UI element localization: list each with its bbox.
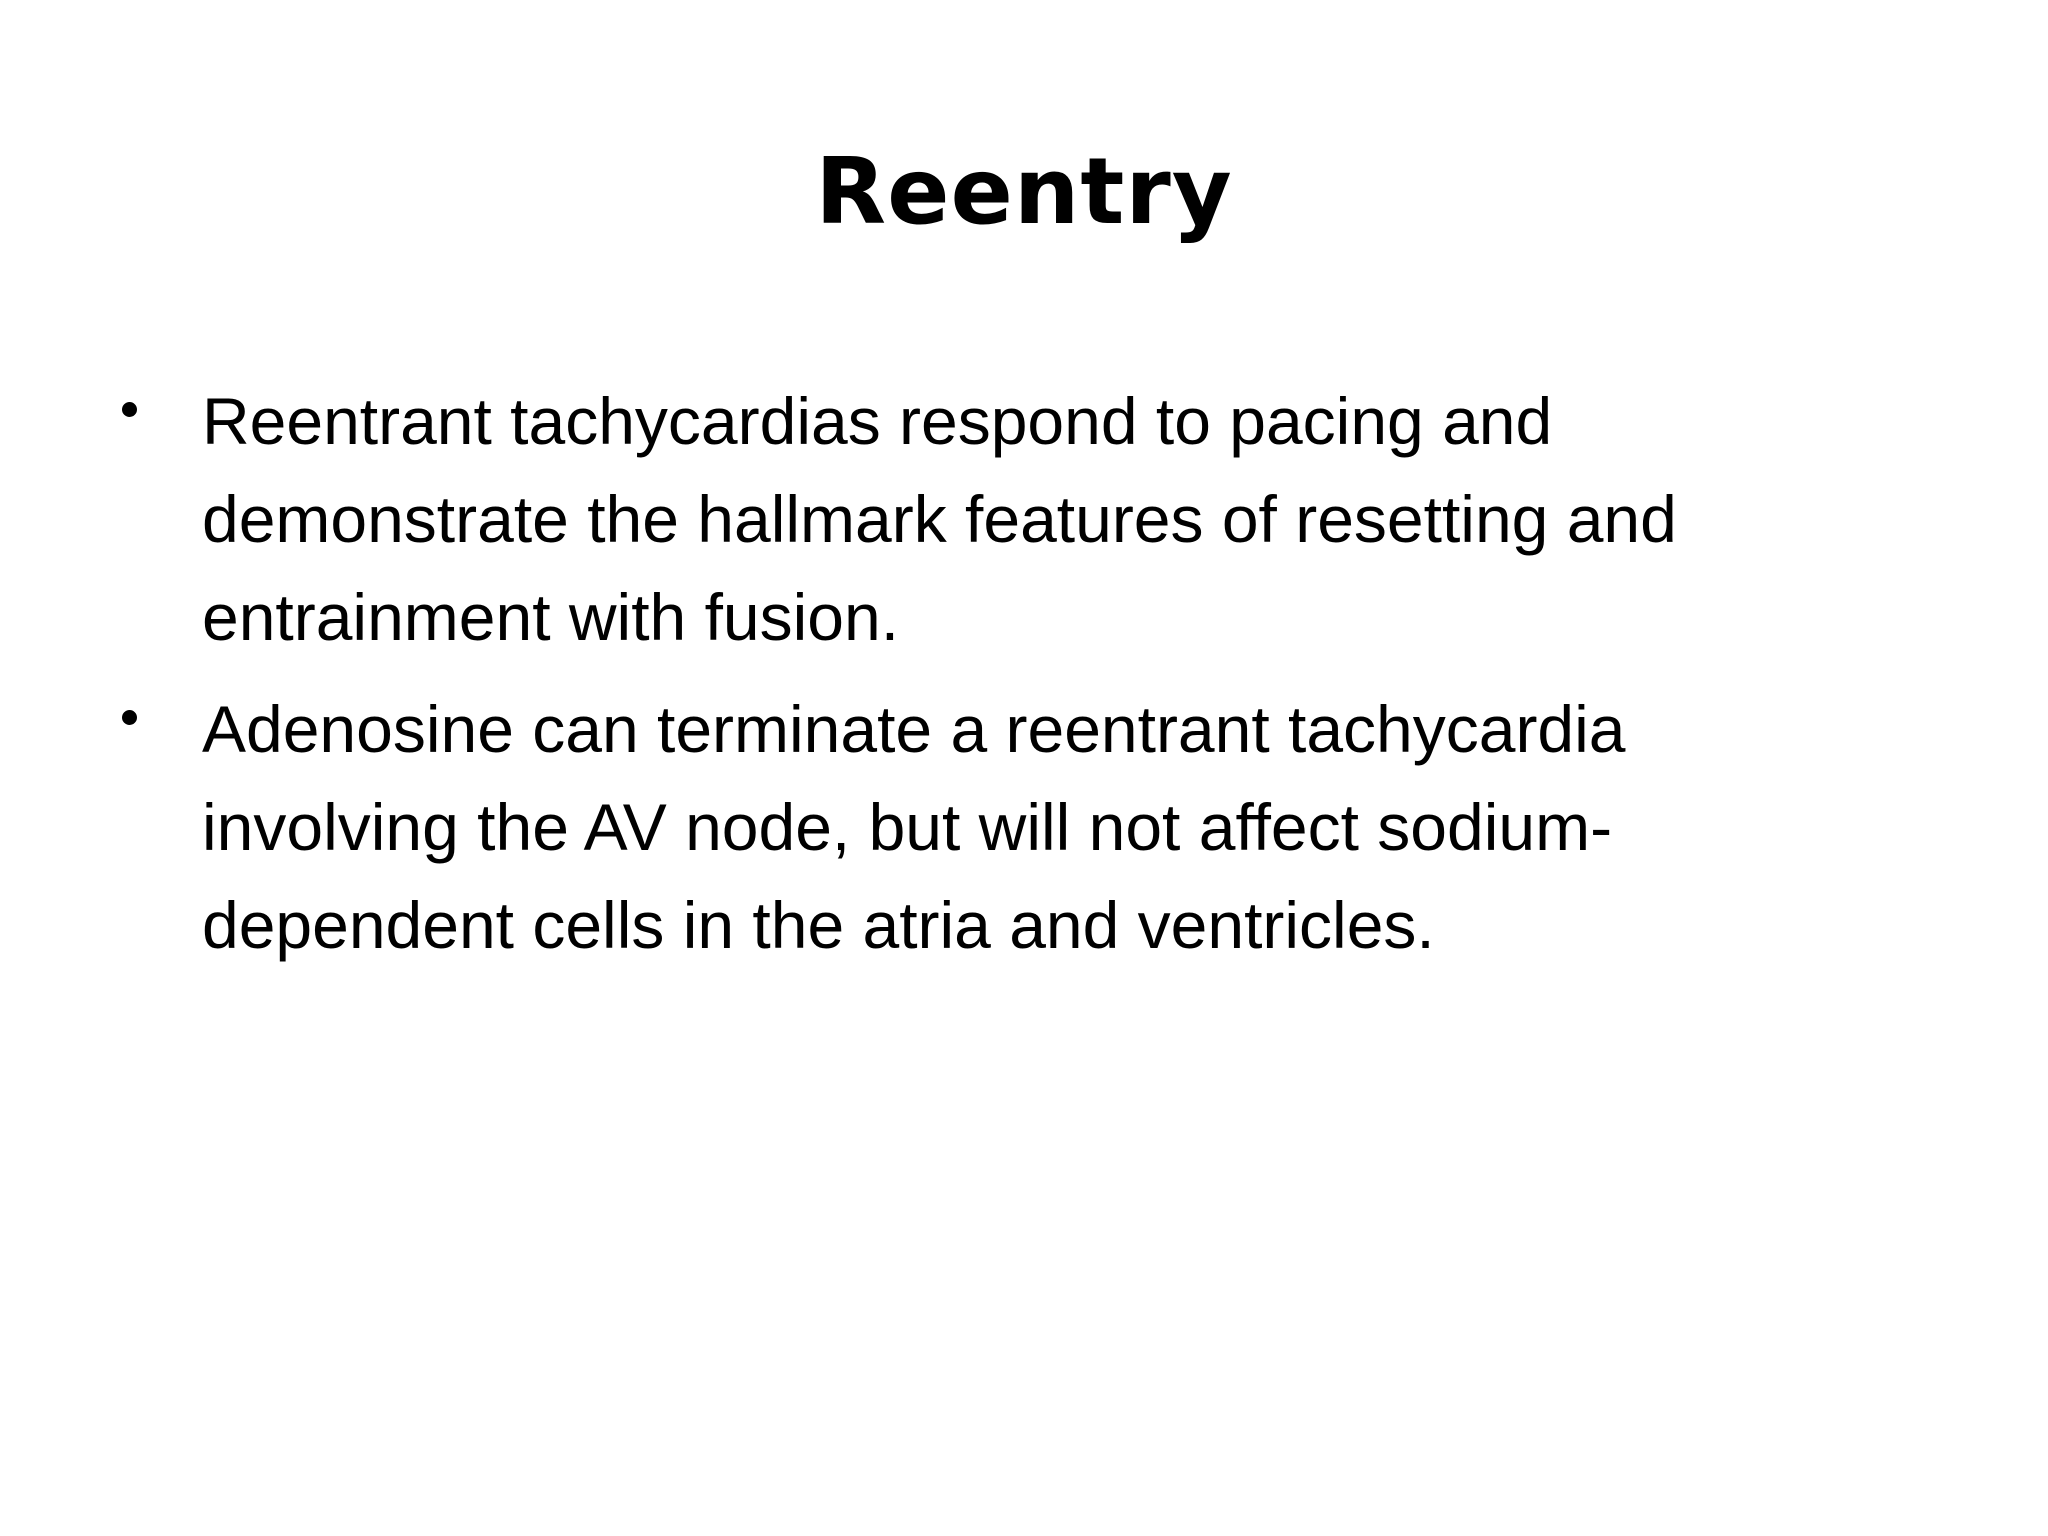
bullet-dot-icon bbox=[122, 402, 137, 417]
bullet-dot-icon bbox=[122, 710, 137, 725]
bullet-text-line: Adenosine can terminate a reentrant tachycardia bbox=[202, 692, 1626, 766]
bullet-list bbox=[122, 372, 1922, 988]
bullet-text-line: dependent cells in the atria and ventricles. bbox=[202, 888, 1435, 962]
bullet-item bbox=[122, 680, 1922, 974]
bullet-text-line: involving the AV node, but will not affect sodium- bbox=[202, 790, 1613, 864]
bullet-item bbox=[122, 372, 1922, 666]
bullet-text-line: entrainment with fusion. bbox=[202, 580, 900, 654]
bullet-text-line: demonstrate the hallmark features of resetting and bbox=[202, 482, 1677, 556]
bullet-text-line: Reentrant tachycardias respond to pacing and bbox=[202, 384, 1553, 458]
slide-title: Reentry bbox=[815, 138, 1233, 245]
